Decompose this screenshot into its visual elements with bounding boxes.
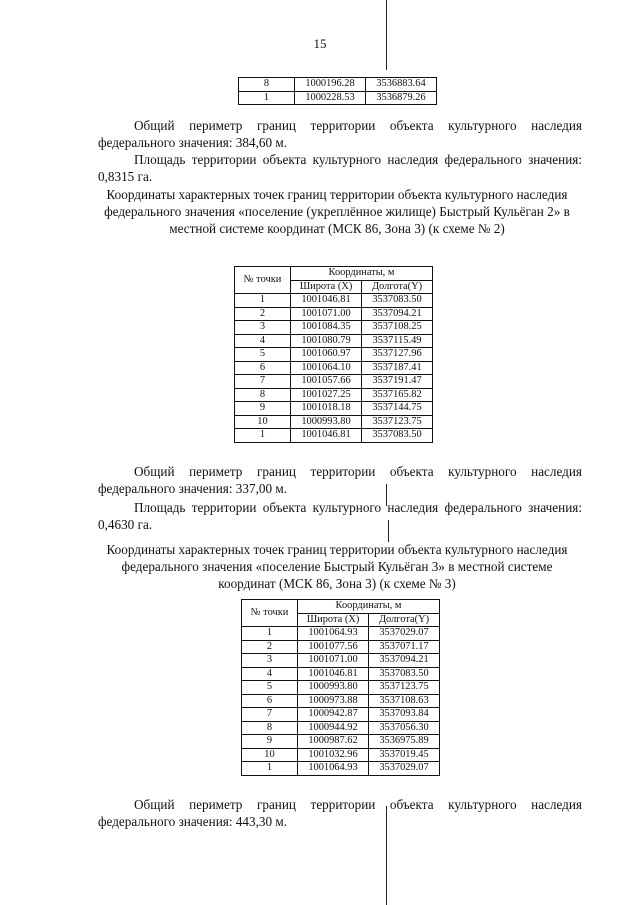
point-number-cell: 1 — [239, 91, 295, 105]
point-number-cell: 8 — [239, 78, 295, 92]
col-coords-header: Координаты, м — [291, 267, 433, 281]
table-row — [242, 748, 440, 762]
point-number-cell: 9 — [242, 735, 298, 749]
area-value-2: Площадь территории объекта культурного наследия федерального значения: 0,4630 га. — [98, 500, 582, 532]
table-row — [235, 294, 433, 308]
latitude-cell: 1000987.62 — [298, 735, 369, 749]
section-heading-3: Координаты характерных точек границ территории объекта культурного наследия федерального значения «поселение Быстрый Кульёган 3» в местной системе координат (МСК 86, Зона 3) (к схеме № 3) — [106, 542, 568, 591]
longitude-cell: 3537071.17 — [369, 640, 440, 654]
latitude-cell: 1001071.00 — [291, 307, 362, 321]
col-lat-header: Широта (X) — [291, 280, 362, 294]
longitude-cell: 3537094.21 — [369, 654, 440, 668]
point-number-cell: 2 — [235, 307, 291, 321]
table-row — [242, 640, 440, 654]
latitude-cell: 1001080.79 — [291, 334, 362, 348]
col-point-header: № точки — [242, 600, 298, 627]
point-number-cell: 1 — [242, 762, 298, 776]
point-number-cell: 1 — [235, 429, 291, 443]
latitude-cell: 1001018.18 — [291, 402, 362, 416]
table-row — [242, 762, 440, 776]
longitude-cell: 3537144.75 — [362, 402, 433, 416]
coordinates-table-3 — [241, 599, 440, 776]
perimeter-value-3: Общий периметр границ территории объекта культурного наследия федерального значения: 443,30 м. — [98, 797, 582, 829]
longitude-cell: 3537083.50 — [362, 429, 433, 443]
point-number-cell: 7 — [242, 708, 298, 722]
longitude-cell: 3537056.30 — [369, 721, 440, 735]
perimeter-value-2: Общий периметр границ территории объекта культурного наследия федерального значения: 337,00 м. — [98, 464, 582, 496]
latitude-cell: 1001027.25 — [291, 388, 362, 402]
latitude-cell: 1001046.81 — [298, 667, 369, 681]
table-row — [242, 694, 440, 708]
table-row — [239, 91, 437, 105]
longitude-cell: 3537191.47 — [362, 375, 433, 389]
table-row — [242, 654, 440, 668]
table-row — [242, 735, 440, 749]
latitude-cell: 1001060.97 — [291, 348, 362, 362]
point-number-cell: 7 — [235, 375, 291, 389]
point-number-cell: 4 — [242, 667, 298, 681]
point-number-cell: 2 — [242, 640, 298, 654]
point-number-cell: 10 — [242, 748, 298, 762]
longitude-cell: 3536883.64 — [366, 78, 437, 92]
point-number-cell: 1 — [242, 627, 298, 641]
latitude-cell: 1000973.88 — [298, 694, 369, 708]
longitude-cell: 3537083.50 — [362, 294, 433, 308]
longitude-cell: 3536975.89 — [369, 735, 440, 749]
longitude-cell: 3537165.82 — [362, 388, 433, 402]
point-number-cell: 6 — [242, 694, 298, 708]
latitude-cell: 1000993.80 — [298, 681, 369, 695]
col-lon-header: Долгота(Y) — [369, 613, 440, 627]
latitude-cell: 1001064.10 — [291, 361, 362, 375]
point-number-cell: 8 — [235, 388, 291, 402]
table-row — [242, 721, 440, 735]
point-number-cell: 5 — [242, 681, 298, 695]
longitude-cell: 3537083.50 — [369, 667, 440, 681]
point-number-cell: 5 — [235, 348, 291, 362]
latitude-cell: 1000993.80 — [291, 415, 362, 429]
point-number-cell: 4 — [235, 334, 291, 348]
latitude-cell: 1001084.35 — [291, 321, 362, 335]
col-point-header: № точки — [235, 267, 291, 294]
table-row — [242, 667, 440, 681]
latitude-cell: 1001064.93 — [298, 762, 369, 776]
coordinates-table-2 — [234, 266, 433, 443]
longitude-cell: 3537123.75 — [369, 681, 440, 695]
latitude-cell: 1000228.53 — [295, 91, 366, 105]
table-row — [242, 708, 440, 722]
table-row — [235, 402, 433, 416]
point-number-cell: 6 — [235, 361, 291, 375]
col-lat-header: Широта (X) — [298, 613, 369, 627]
perimeter-value-1: Общий периметр границ территории объекта культурного наследия федерального значения: 384,60 м. — [98, 118, 582, 150]
longitude-cell: 3537115.49 — [362, 334, 433, 348]
latitude-cell: 1000196.28 — [295, 78, 366, 92]
table-row — [235, 361, 433, 375]
perimeter-text-1 — [98, 117, 582, 151]
table-row — [235, 321, 433, 335]
page-number: 15 — [313, 36, 327, 51]
longitude-cell: 3537187.41 — [362, 361, 433, 375]
perimeter-text-2 — [98, 463, 582, 497]
latitude-cell: 1001077.56 — [298, 640, 369, 654]
col-coords-header: Координаты, м — [298, 600, 440, 614]
latitude-cell: 1001046.81 — [291, 429, 362, 443]
point-number-cell: 3 — [235, 321, 291, 335]
table-row — [242, 681, 440, 695]
latitude-cell: 1000942.87 — [298, 708, 369, 722]
longitude-cell: 3536879.26 — [366, 91, 437, 105]
point-number-cell: 3 — [242, 654, 298, 668]
longitude-cell: 3537029.07 — [369, 762, 440, 776]
table-row — [235, 307, 433, 321]
latitude-cell: 1001064.93 — [298, 627, 369, 641]
table-row — [235, 415, 433, 429]
coordinates-table-continued — [238, 77, 437, 105]
longitude-cell: 3537123.75 — [362, 415, 433, 429]
point-number-cell: 8 — [242, 721, 298, 735]
table-row — [239, 78, 437, 92]
scan-line — [386, 0, 387, 70]
latitude-cell: 1001071.00 — [298, 654, 369, 668]
table-row — [235, 334, 433, 348]
longitude-cell: 3537127.96 — [362, 348, 433, 362]
latitude-cell: 1001046.81 — [291, 294, 362, 308]
latitude-cell: 1001032.96 — [298, 748, 369, 762]
longitude-cell: 3537094.21 — [362, 307, 433, 321]
longitude-cell: 3537108.25 — [362, 321, 433, 335]
longitude-cell: 3537108.63 — [369, 694, 440, 708]
area-text-1 — [98, 151, 582, 185]
table-row — [242, 627, 440, 641]
point-number-cell: 9 — [235, 402, 291, 416]
table-row — [235, 348, 433, 362]
longitude-cell: 3537019.45 — [369, 748, 440, 762]
perimeter-text-3 — [98, 796, 582, 830]
longitude-cell: 3537029.07 — [369, 627, 440, 641]
longitude-cell: 3537093.84 — [369, 708, 440, 722]
latitude-cell: 1000944.92 — [298, 721, 369, 735]
col-lon-header: Долгота(Y) — [362, 280, 433, 294]
section-heading-2: Координаты характерных точек границ территории объекта культурного наследия федерального значения «поселение (укреплённое жилище) Быстрый Кульёган 2» в местной системе координат (МСК 86, Зона 3) (к схеме № 2) — [104, 187, 570, 236]
table-row — [235, 388, 433, 402]
table-row — [235, 375, 433, 389]
point-number-cell: 1 — [235, 294, 291, 308]
point-number-cell: 10 — [235, 415, 291, 429]
area-text-2 — [98, 499, 582, 533]
table-row — [235, 429, 433, 443]
area-value-1: Площадь территории объекта культурного наследия федерального значения: 0,8315 га. — [98, 152, 582, 184]
latitude-cell: 1001057.66 — [291, 375, 362, 389]
